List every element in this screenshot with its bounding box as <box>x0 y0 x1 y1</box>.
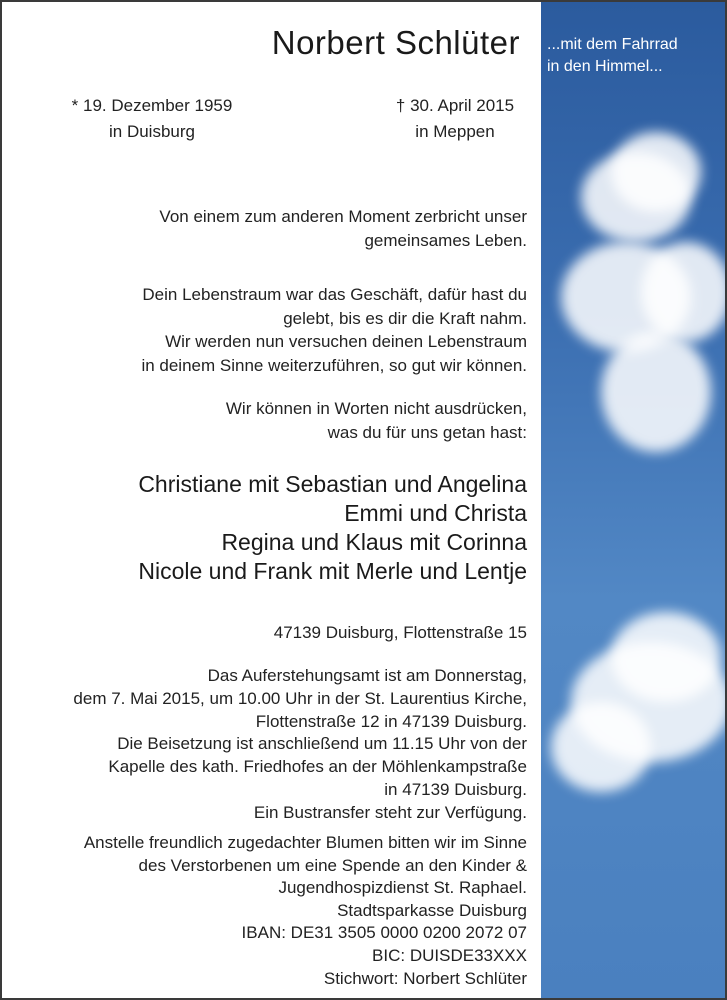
funeral-line: Kapelle des kath. Friedhofes an der Möhlenkampstraße <box>108 757 527 777</box>
quote-line: gelebt, bis es dir die Kraft nahm. <box>283 308 527 328</box>
quote-line: Von einem zum anderen Moment zerbricht unser <box>159 207 527 226</box>
funeral-line: Flottenstraße 12 in 47139 Duisburg. <box>255 711 527 731</box>
motto <box>547 34 723 78</box>
iban: IBAN: DE31 3505 0000 0200 2072 07 <box>241 923 527 943</box>
death-date: † 30. April 2015 <box>395 96 515 115</box>
motto-line: ...mit dem Fahrrad <box>547 36 678 53</box>
quote-words <box>30 397 527 444</box>
funeral-line: Ein Bustransfer steht zur Verfügung. <box>253 802 527 822</box>
sky-image <box>541 2 725 998</box>
quote-line: Dein Lebenstraum war das Geschäft, dafür hast du <box>142 285 527 304</box>
bic: BIC: DUISDE33XXX <box>372 945 527 965</box>
death-place: in Meppen <box>415 122 495 141</box>
bank-name: Stadtsparkasse Duisburg <box>337 900 527 920</box>
quote-dream <box>30 283 527 377</box>
funeral-line: in 47139 Duisburg. <box>384 779 527 799</box>
quote-line: gemeinsames Leben. <box>364 230 527 250</box>
birth-date: * 19. Dezember 1959 <box>71 96 233 115</box>
death-info <box>380 93 530 145</box>
mourner-line: Christiane mit Sebastian und Angelina <box>138 471 527 497</box>
birth-place: in Duisburg <box>109 122 195 141</box>
quote-moment <box>30 205 527 252</box>
motto-line: in den Himmel... <box>547 58 663 75</box>
deceased-name: Norbert Schlüter <box>271 24 520 61</box>
mourner-line: Regina und Klaus mit Corinna <box>221 529 527 555</box>
donation-line: Anstelle freundlich zugedachter Blumen bitten wir im Sinne <box>83 833 527 852</box>
donation-line: Jugendhospizdienst St. Raphael. <box>278 878 527 898</box>
quote-line: Wir werden nun versuchen deinen Lebenstraum <box>165 332 527 351</box>
funeral-line: dem 7. Mai 2015, um 10.00 Uhr in der St. Laurentius Kirche, <box>73 688 527 708</box>
quote-line: in deinem Sinne weiterzuführen, so gut wir können. <box>141 355 527 375</box>
mourner-line: Emmi und Christa <box>344 500 527 526</box>
funeral-line: Die Beisetzung ist anschließend um 11.15 Uhr von der <box>117 734 527 754</box>
quote-line: was du für uns getan hast: <box>327 422 527 442</box>
keyword: Stichwort: Norbert Schlüter <box>323 968 527 988</box>
mourner-line: Nicole und Frank mit Merle und Lentje <box>138 558 527 584</box>
mourners-list <box>30 470 527 586</box>
quote-line: Wir können in Worten nicht ausdrücken, <box>225 399 527 418</box>
funeral-line: Das Auferstehungsamt ist am Donnerstag, <box>207 666 527 685</box>
donation-line: des Verstorbenen um eine Spende an den Kinder & <box>138 855 527 875</box>
family-address: 47139 Duisburg, Flottenstraße 15 <box>273 623 527 642</box>
birth-info <box>52 93 252 145</box>
donation-info <box>30 832 527 990</box>
funeral-details <box>30 665 527 825</box>
